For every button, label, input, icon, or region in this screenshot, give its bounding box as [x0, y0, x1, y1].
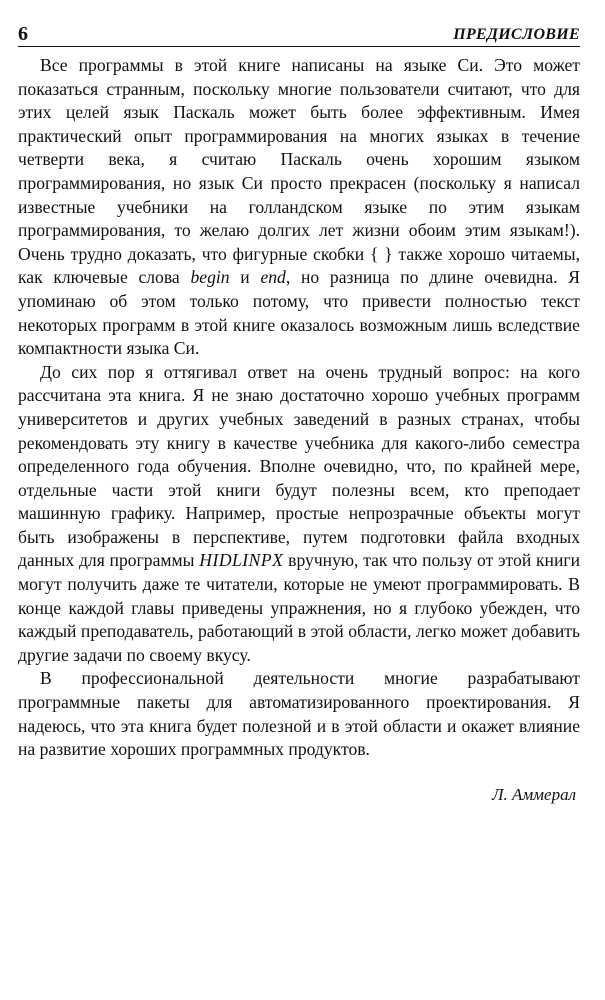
paragraph-2-text-b: вручную, так что пользу от этой книги могут получить даже те читатели, которые не умеют программировать. В конце каждой главы приведены упражнения, но я глубоко убежден, что каждый преподаватель, работающий в этой области, легко может добавить другие задачи по своему вкусу. [18, 550, 581, 665]
paragraph-1 [18, 54, 580, 361]
paragraph-3-text: В профессиональной деятельности многие разрабатывают программные пакеты для автоматизированного проектирования. Я надеюсь, что эта книга будет полезной и в этой области и окажет влияние на развитие хороших программных продуктов. [18, 668, 580, 760]
program-name: HIDLINPX [199, 550, 284, 571]
paragraph-1-text-a: Все программы в этой книге написаны на языке Си. Это может показаться странным, поскольку многие пользователи считают, что для этих целей язык Паскаль может быть более эффективным. Имея практический опыт программирования на многих языках в течение четверти века, я считаю Паскаль очень хорошим языком программирования, но язык Си просто прекрасен (поскольку я написал известные учебники на голландском языке по этим языкам программирования, то желаю долгих лет жизни обоим этим языкам!). Очень трудно доказать, что фигурные скобки { } также хорошо читаемы, как ключевые слова [18, 55, 580, 288]
paragraph-1-conjunction: и [229, 267, 261, 288]
keyword-begin: begin [190, 267, 230, 288]
author-signature: Л. Аммерал [491, 784, 576, 804]
paragraph-1-text-b: , но разница по длине очевидна. Я упоминаю об этом только потому, что привести полностью текст некоторых программ в этой книге оказалось возможным лишь вследствие компактности языка Си. [18, 267, 580, 359]
running-head [18, 20, 580, 47]
paragraph-3 [18, 667, 580, 761]
keyword-end: end [260, 267, 286, 288]
paragraph-2 [18, 361, 580, 668]
paragraph-2-text-a: До сих пор я оттягивал ответ на очень трудный вопрос: на кого рассчитана эта книга. Я не знаю достаточно хорошо учебных программ университетов и других учебных заведений в разных странах, чтобы рекомендовать эту книгу в качестве учебника для какого-либо семестра определенного года обучения. Вполне очевидно, что, по крайней мере, отдельные части этой книги будут полезны всем, кто преподает машинную графику. Например, простые непрозрачные объекты могут быть изображены в перспективе, путем подготовки файла входных данных для программы [18, 361, 580, 571]
book-page [18, 20, 580, 980]
body-text [18, 54, 580, 762]
page-number: 6 [18, 23, 28, 45]
section-title: ПРЕДИСЛОВИЕ [453, 26, 580, 43]
